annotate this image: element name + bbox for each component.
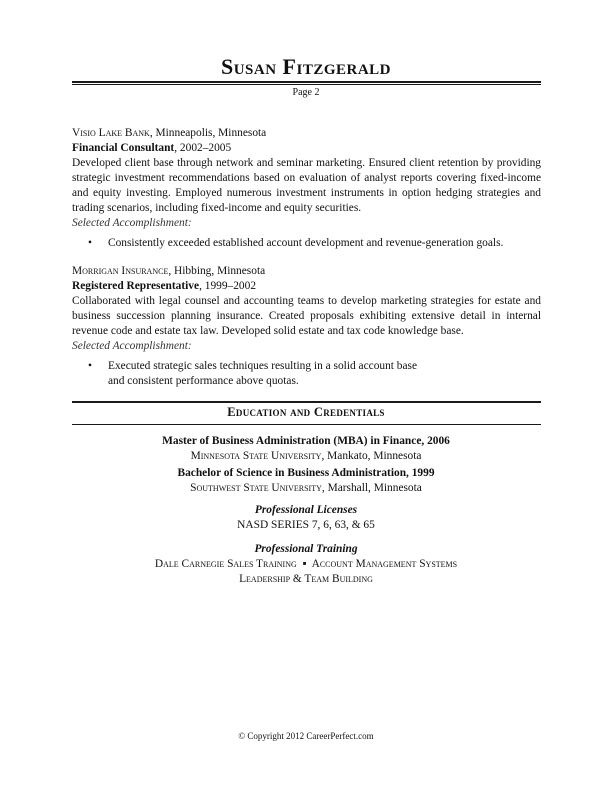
section-heading-education: Education and Credentials — [227, 405, 385, 419]
job-dates: , 1999–2002 — [199, 280, 257, 292]
page-number: Page 2 — [292, 87, 320, 98]
header-rule-thin — [72, 84, 541, 85]
job-entry — [72, 264, 541, 389]
job-description: Developed client base through network and seminar marketing. Ensured client retention by providing strategic investment recommendations based on evaluation of analyst reports covering fixed-income and equity investing. Employed numerous investment instruments in option hedging strategies and trading scenarios, including fixed-income and equity securities. — [72, 157, 541, 214]
separator-icon: ▪ — [302, 558, 307, 570]
accomplishment-label: Selected Accomplishment: — [72, 217, 192, 229]
job-employer-line — [72, 264, 541, 279]
section-rule-bottom — [72, 424, 541, 425]
job-employer-line — [72, 126, 541, 141]
licenses-heading: Professional Licenses — [254, 504, 358, 516]
header-rule-thick — [72, 81, 541, 83]
bullet-icon: • — [88, 237, 92, 249]
training-item: Dale Carnegie Sales Training — [154, 558, 297, 570]
job-title-line — [72, 279, 541, 294]
accomplishment-label: Selected Accomplishment: — [72, 340, 192, 352]
school-name: Minnesota State University — [190, 450, 322, 462]
bullet-icon: • — [88, 360, 92, 372]
school-location: , Mankato, Minnesota — [321, 450, 422, 462]
licenses-text: NASD SERIES 7, 6, 63, & 65 — [237, 519, 375, 531]
candidate-name: Susan Fitzgerald — [220, 54, 392, 79]
list-item — [72, 236, 541, 251]
accomplishment-text: Consistently exceeded established account development and revenue-generation goals. — [108, 237, 504, 249]
job-description: Collaborated with legal counsel and accounting teams to develop marketing strategies for estate and business succession planning insurance. Created proposals exhibiting extensive detail in internal revenue code and estate tax law. Developed solid estate and tax code knowledge base. — [72, 295, 541, 337]
degree-entry — [0, 434, 612, 464]
section-rule-top — [72, 401, 541, 403]
licenses-block — [0, 503, 612, 533]
training-line — [0, 557, 612, 572]
employer-name: Visio Lake Bank — [72, 127, 150, 139]
job-dates: , 2002–2005 — [174, 142, 232, 154]
employer-name: Morrigan Insurance — [72, 265, 169, 277]
degree-title: Bachelor of Science in Business Administration, 1999 — [177, 467, 435, 479]
job-entry — [72, 126, 541, 251]
degree-entry — [0, 466, 612, 496]
training-item: Account Management Systems — [311, 558, 458, 570]
employer-location: , Minneapolis, Minnesota — [149, 127, 267, 139]
job-title: Financial Consultant — [72, 142, 175, 154]
training-heading: Professional Training — [254, 543, 358, 555]
job-title-line — [72, 141, 541, 156]
accomplishment-text: Executed strategic sales techniques resulting in a solid account base and consistent performance above quotas. — [108, 360, 418, 387]
degree-school-line — [0, 481, 612, 496]
list-item — [72, 359, 541, 389]
degree-title: Master of Business Administration (MBA) in Finance, 2006 — [162, 435, 450, 447]
copyright-footer: © Copyright 2012 CareerPerfect.com — [238, 731, 374, 741]
degree-school-line — [0, 449, 612, 464]
training-item: Leadership & Team Building — [239, 573, 373, 585]
school-name: Southwest State University — [190, 482, 322, 494]
training-block — [0, 542, 612, 587]
school-location: , Marshall, Minnesota — [321, 482, 422, 494]
employer-location: , Hibbing, Minnesota — [168, 265, 266, 277]
job-title: Registered Representative — [72, 280, 200, 292]
